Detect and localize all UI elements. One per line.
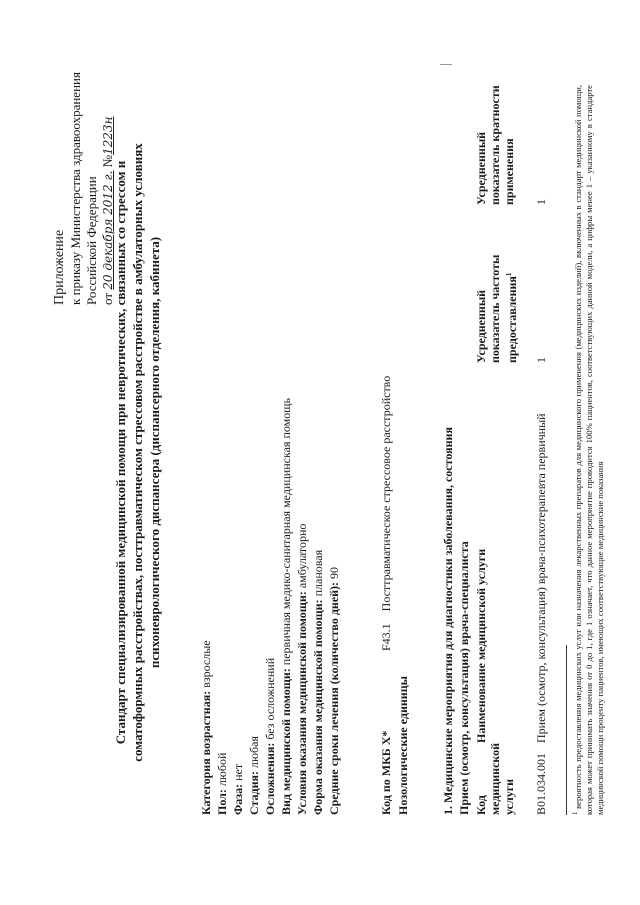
parameter-value: 90 [327, 566, 341, 579]
parameter-row [294, 398, 310, 815]
parameter-value: первичная медико-санитарная медицинская помощь [279, 398, 293, 666]
parameter-row [230, 398, 246, 815]
scan-artifact [440, 64, 452, 65]
parameter-row [310, 398, 326, 815]
parameter-value: любой [215, 752, 229, 787]
parameter-label: Условия оказания медицинской помощи: [295, 591, 309, 815]
parameter-value: любая [247, 736, 261, 768]
handwritten-number: 1223н [101, 116, 115, 155]
services-table [474, 85, 550, 815]
parameter-label: Стадия: [247, 770, 261, 815]
parameter-label: Средние сроки лечения (количество дней): [327, 581, 341, 815]
appendix-block [52, 72, 116, 305]
parameter-row [198, 398, 214, 815]
appendix-order-line: к приказу Министерства здравоохранения [68, 72, 83, 305]
table-row [534, 85, 550, 815]
section-subheading: Прием (осмотр, консультация) врача-специалиста [457, 541, 471, 815]
parameter-row [326, 398, 342, 815]
handwritten-date: 20 декабря 2012 г. [101, 170, 115, 290]
title-line-3: психоневрологического диспансера (диспансерного отделения, кабинета) [147, 236, 162, 669]
header-frequency [474, 233, 519, 363]
mkb-nosology-label: Нозологические единицы [396, 675, 410, 815]
parameter-row [214, 398, 230, 815]
parameter-value: амбулаторно [295, 523, 309, 589]
parameter-label: Осложнения: [263, 742, 277, 815]
mkb-code: F43.1 [379, 623, 393, 651]
section-heading-block [440, 427, 472, 815]
parameter-value: взрослые [199, 640, 213, 688]
table-header-row [474, 85, 532, 815]
mkb-code-row [378, 376, 395, 815]
parameter-label: Категория возрастная: [199, 690, 213, 815]
header-name: Наименование медицинской услуги [474, 548, 488, 743]
appendix-country-line: Российской Федерации [84, 176, 99, 305]
parameter-value: нет [231, 763, 245, 781]
header-multiplicity: Усредненный показатель кратности применения [474, 85, 516, 205]
standard-parameters [198, 398, 342, 815]
title-line-2: соматоформных расстройствах, посттравматическом стрессовом расстройстве в амбулаторных условиях [130, 143, 145, 762]
mkb-block [378, 376, 412, 815]
header-frequency-text: Усредненный показатель частоты предоставления [474, 254, 519, 363]
mkb-name: Посттравматическое стрессовое расстройство [379, 375, 393, 612]
section-heading: 1. Медицинские мероприятия для диагностики заболевания, состояния [441, 427, 455, 815]
mkb-nosology-row [395, 376, 412, 815]
parameter-value: плановая [311, 549, 325, 597]
document-title [112, 0, 163, 905]
parameter-row [246, 398, 262, 815]
footnote-mark: 1 [571, 811, 579, 815]
parameter-label: Фаза: [231, 783, 245, 815]
date-prefix: от [100, 292, 115, 305]
cell-frequency: 1 [534, 357, 548, 363]
cell-multiplicity: 1 [534, 199, 548, 205]
footnote-text: вероятность предоставления медицинских услуг или назначения лекарственных препаратов для медицинского применения (медицинских изделий), включенных в стандарт медицинской помощи, которая может принимать значения от 0 до 1, где 1 означает, что данное мероприятие проводится 100% пациентов, соответствующих данной модели, а цифры менее 1 – указанному в стандарте медицинской помощи проценту пациентов, имеющих соответствующие медицинские показания [572, 85, 605, 815]
cell-code: B01.034.001 [534, 752, 548, 815]
title-line-1: Стандарт специализированной медицинской помощи при невротических, связанных со стрессом и [113, 160, 128, 745]
cell-name: Прием (осмотр, консультация) врача-психотерапевта первичный [534, 413, 548, 743]
parameter-value: без осложнений [263, 657, 277, 740]
footnote-rule [566, 645, 567, 815]
number-prefix: № [100, 154, 115, 168]
parameter-label: Форма оказания медицинской помощи: [311, 599, 325, 815]
table-body [534, 85, 550, 815]
header-code: Код медицинской услуги [474, 742, 516, 815]
appendix-label: Приложение [52, 229, 67, 305]
parameter-label: Пол: [215, 789, 229, 815]
header-frequency-footnote-mark: 1 [505, 272, 513, 277]
parameter-row [262, 398, 278, 815]
mkb-code-label: Код по МКБ X* [379, 730, 393, 815]
parameter-label: Вид медицинской помощи: [279, 668, 293, 815]
footnote [570, 85, 606, 815]
parameter-row [278, 398, 294, 815]
